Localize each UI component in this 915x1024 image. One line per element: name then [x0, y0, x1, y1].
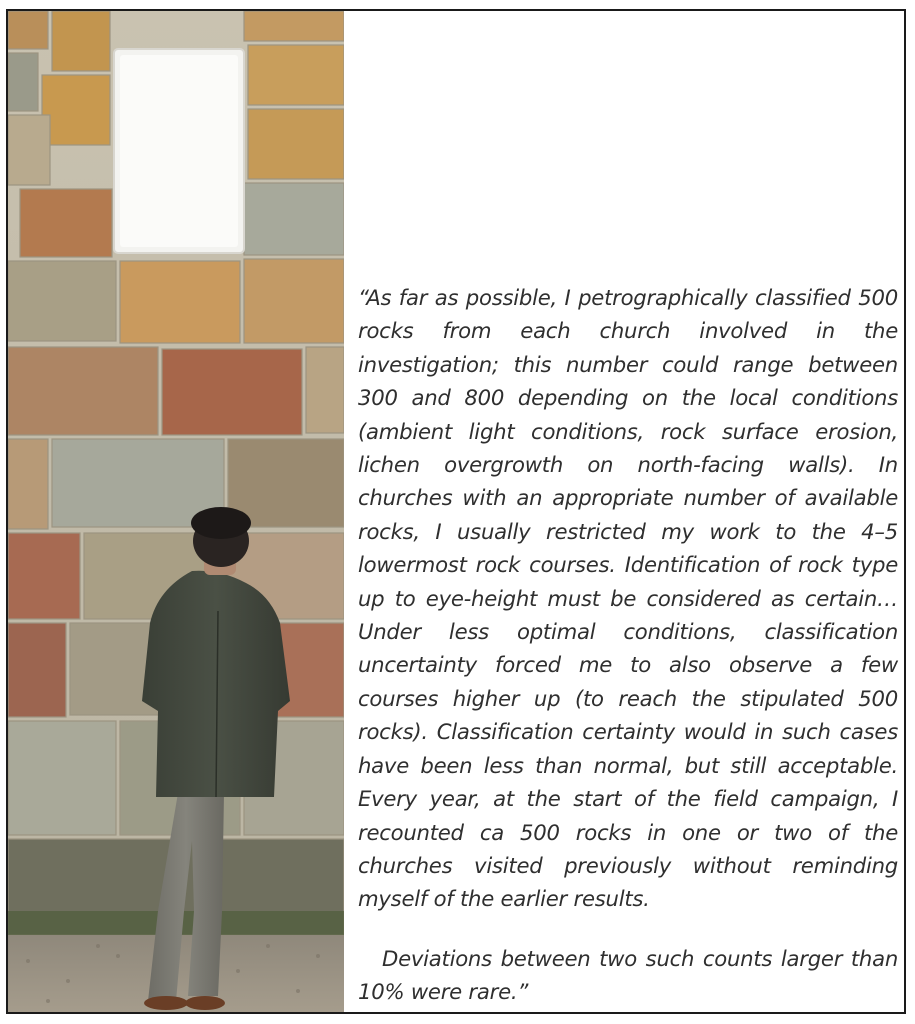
- photo-illustration: [8, 11, 344, 1012]
- quote-paragraph-1: “As far as possible, I petrographically classified 500 rocks from each church involved in the investigation; this number could range between 300 and 800 depending on the local conditions (ambient light conditions, rock surface erosion, lichen overgrowth on north-facing walls). In churches with an appropriate number of available rocks, I usually restricted my work to the 4–5 lowermost rock courses. Identification of rock type up to eye-height must be considered as certain… Under less optimal conditions, classification uncertainty forced me to also observe a few courses higher up (to reach the stipulated 500 rocks). Classification certainty would in such cases have been less than normal, but still acceptable. Every year, at the start of the field campaign, I recounted ca 500 rocks in one or two of the churches visited previously without reminding myself of the earlier results.: [358, 285, 898, 912]
- church-wall-photo: [8, 11, 344, 1012]
- quote-block: [358, 281, 898, 1009]
- quote-paragraph-2: Deviations between two such counts larger than 10% were rare.”: [358, 945, 898, 1005]
- figure-frame: [6, 9, 906, 1014]
